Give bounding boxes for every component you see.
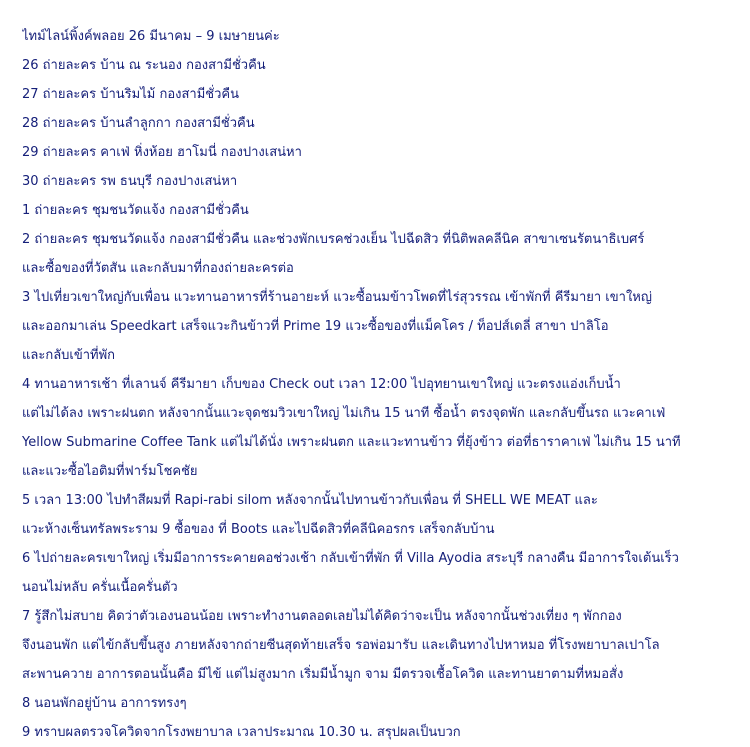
timeline-line: 30 ถ่ายละคร รพ ธนบุรี กองปางเสน่หา bbox=[22, 174, 238, 189]
timeline-line: 27 ถ่ายละคร บ้านริมไม้ กองสามีชั่วคืน bbox=[22, 87, 239, 102]
timeline-line: 7 รู้สึกไม่สบาย คิดว่าตัวเองนอนน้อย เพราะทำงานตลอดเลยไม่ได้คิดว่าจะเป็น หลังจากนั้นช่วงเที่ยง ๆ พักกอง bbox=[22, 609, 622, 624]
timeline-line: และซื้อของที่วัตสัน และกลับมาที่กองถ่ายละครต่อ bbox=[22, 261, 294, 276]
timeline-line: 2 ถ่ายละคร ชุมชนวัดแจ้ง กองสามีชั่วคืน และช่วงพักเบรคช่วงเย็น ไปฉีดสิว ที่นิติพลคลีนิค สาขาเซนรัตนาธิเบศร์ bbox=[22, 232, 645, 247]
timeline-line: 5 เวลา 13:00 ไปทำสีผมที่ Rapi-rabi silom หลังจากนั้นไปทานข้าวกับเพื่อน ที่ SHELL WE MEAT และ bbox=[22, 493, 598, 508]
timeline-line: 28 ถ่ายละคร บ้านลำลูกกา กองสามีชั่วคืน bbox=[22, 116, 255, 131]
timeline-title: ไทม์ไลน์พิ้งค์พลอย 26 มีนาคม – 9 เมษายนค่ะ bbox=[22, 29, 280, 44]
timeline-line: จึงนอนพัก แต่ไข้กลับขึ้นสูง ภายหลังจากถ่ายซีนสุดท้ายเสร็จ รอพ่อมารับ และเดินทางไปหาหมอ ที่โรงพยาบาลเปาโล bbox=[22, 638, 660, 653]
timeline-line: Yellow Submarine Coffee Tank แต่ไม่ได้นั่ง เพราะฝนตก และแวะทานข้าว ที่ยุ้งข้าว ต่อที่ธาราคาเฟ่ ไม่เกิน 15 นาที bbox=[22, 435, 681, 450]
timeline-line: นอนไม่หลับ ครั่นเนื้อครั่นตัว bbox=[22, 580, 178, 595]
timeline-line: 1 ถ่ายละคร ชุมชนวัดแจ้ง กองสามีชั่วคืน bbox=[22, 203, 249, 218]
timeline-line: 8 นอนพักอยู่บ้าน อาการทรงๆ bbox=[22, 696, 187, 711]
timeline-line: และออกมาเล่น Speedkart เสร็จแวะกินข้าวที่ Prime 19 แวะซื้อของที่แม็คโคร / ท็อปส์เดลี่ สาขา ปาลิโอ bbox=[22, 319, 609, 334]
timeline-post bbox=[22, 22, 737, 747]
timeline-line: 3 ไปเที่ยวเขาใหญ่กับเพื่อน แวะทานอาหารที่ร้านอายะห์ แวะซื้อนมข้าวโพดที่ไร่สุวรรณ เข้าพักที่ คีรีมายา เขาใหญ่ bbox=[22, 290, 652, 305]
timeline-line: แวะห้างเซ็นทรัลพระราม 9 ซื้อของ ที่ Boots และไปฉีดสิวที่คลีนิคอรกร เสร็จกลับบ้าน bbox=[22, 522, 495, 537]
timeline-line: สะพานควาย อาการตอนนั้นคือ มีไข้ แต่ไม่สูงมาก เริ่มมีน้ำมูก จาม มีตรวจเชื้อโควิด และทานยาตามที่หมอสั่ง bbox=[22, 667, 624, 682]
timeline-line: 9 ทราบผลตรวจโควิดจากโรงพยาบาล เวลาประมาณ 10.30 น. สรุปผลเป็นบวก bbox=[22, 725, 461, 740]
timeline-line: 29 ถ่ายละคร คาเฟ่ หิ่งห้อย ฮาโมนี่ กองปางเสน่หา bbox=[22, 145, 302, 160]
timeline-line: 26 ถ่ายละคร บ้าน ณ ระนอง กองสามีชั่วคืน bbox=[22, 58, 266, 73]
timeline-line: และกลับเข้าที่พัก bbox=[22, 348, 116, 363]
timeline-line: 6 ไปถ่ายละครเขาใหญ่ เริ่มมีอาการระคายคอช่วงเช้า กลับเข้าที่พัก ที่ Villa Ayodia สระบุรี กลางคืน มีอาการใจเต้นเร็ว bbox=[22, 551, 679, 566]
timeline-line: แต่ไม่ได้ลง เพราะฝนตก หลังจากนั้นแวะจุดชมวิวเขาใหญ่ ไม่เกิน 15 นาที ซื้อน้ำ ตรงจุดพัก และกลับขึ้นรถ แวะคาเฟ่ bbox=[22, 406, 666, 421]
timeline-line: และแวะซื้อไอติมที่ฟาร์มโชคชัย bbox=[22, 464, 198, 479]
timeline-line: 4 ทานอาหารเช้า ที่เลานจ์ คีรีมายา เก็บของ Check out เวลา 12:00 ไปอุทยานเขาใหญ่ แวะตรงแอ่งเก็บน้ำ bbox=[22, 377, 621, 392]
